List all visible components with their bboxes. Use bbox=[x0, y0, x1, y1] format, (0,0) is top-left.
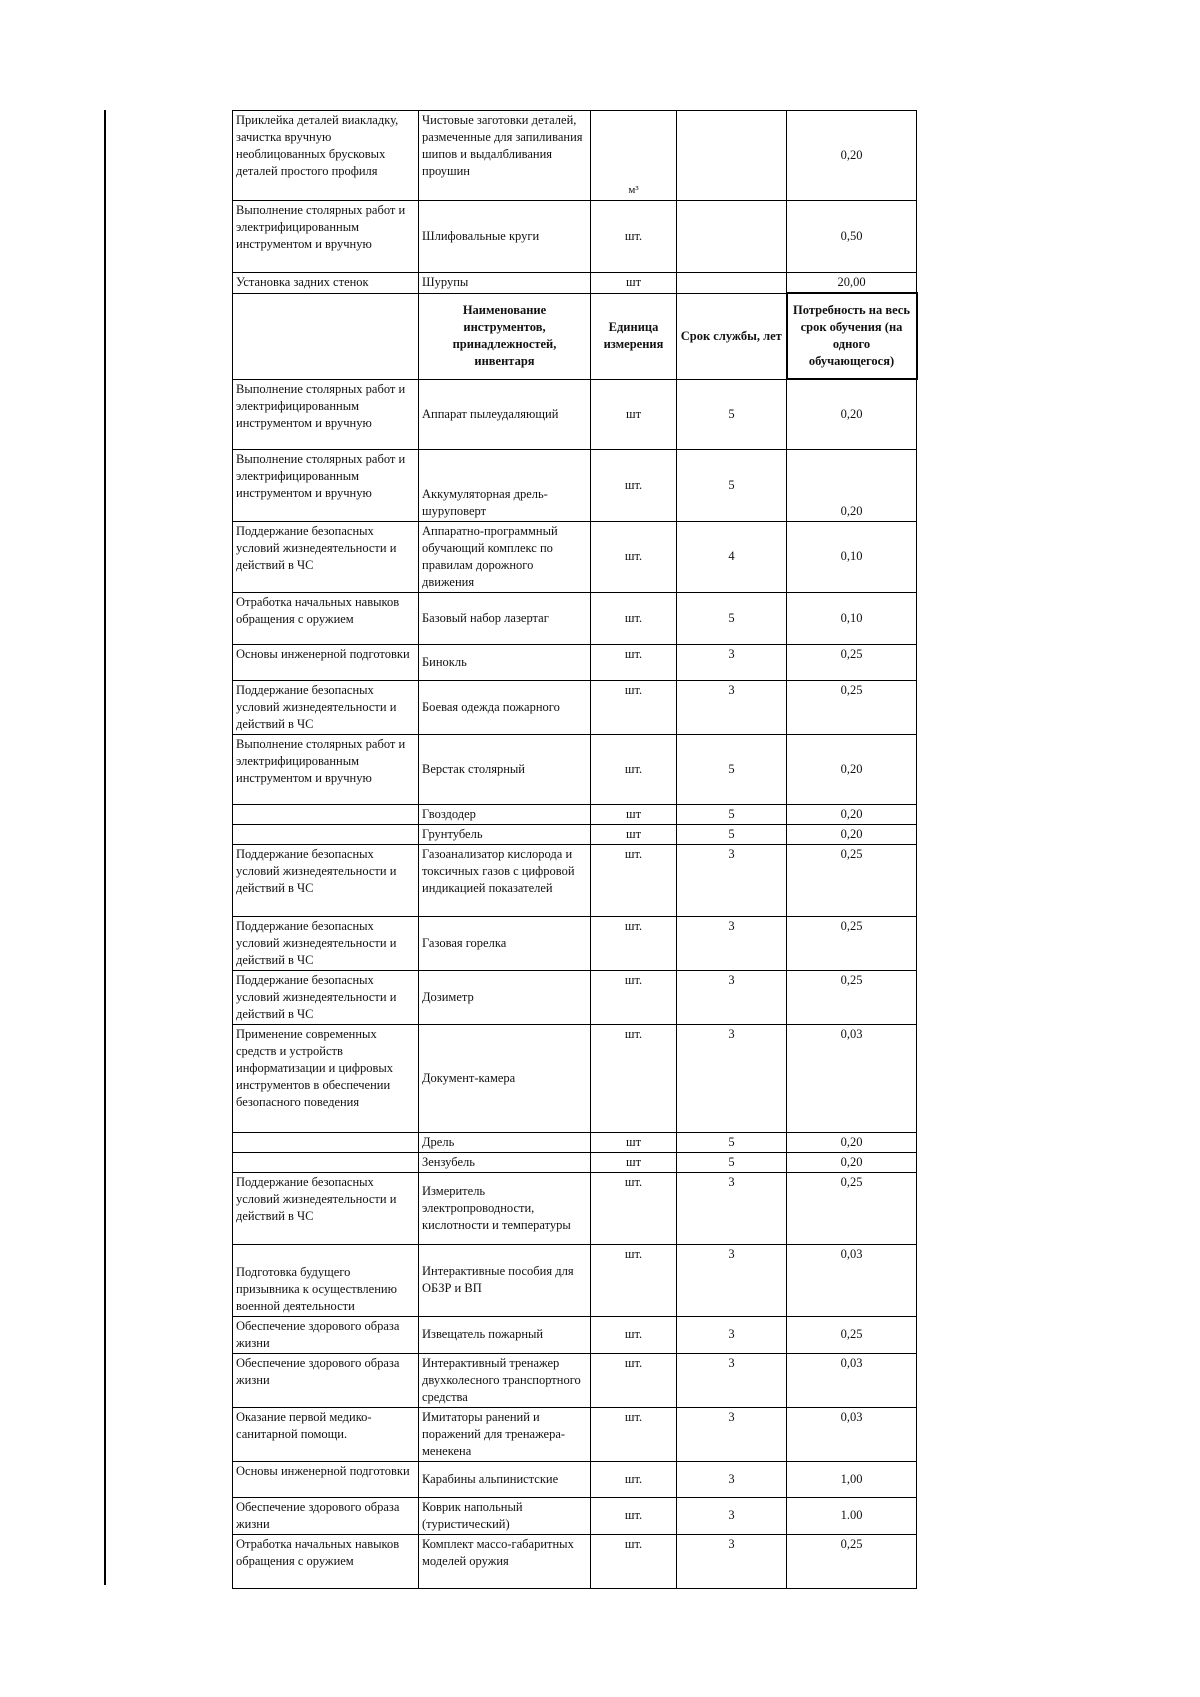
cell-name: Извещатель пожарный bbox=[419, 1316, 591, 1353]
cell-life bbox=[677, 111, 787, 201]
cell-qty: 0,25 bbox=[787, 916, 917, 970]
cell-qty: 0,20 bbox=[787, 824, 917, 844]
cell-life: 3 bbox=[677, 644, 787, 680]
cell-life: 5 bbox=[677, 379, 787, 449]
table-row bbox=[233, 201, 917, 273]
cell-unit: шт bbox=[591, 804, 677, 824]
table-row bbox=[233, 449, 917, 521]
cell-name: Имитаторы ранений и поражений для тренажера-менекена bbox=[419, 1407, 591, 1461]
cell-qty: 0,50 bbox=[787, 201, 917, 273]
cell-activity: Отработка начальных навыков обращения с оружием bbox=[233, 592, 419, 644]
cell-unit: шт. bbox=[591, 1461, 677, 1497]
table-row bbox=[233, 1316, 917, 1353]
cell-life: 5 bbox=[677, 734, 787, 804]
cell-name: Дозиметр bbox=[419, 970, 591, 1024]
cell-life: 3 bbox=[677, 970, 787, 1024]
table-row bbox=[233, 1407, 917, 1461]
cell-unit: шт. bbox=[591, 680, 677, 734]
cell-name: Измеритель электропроводности, кислотности и температуры bbox=[419, 1172, 591, 1244]
cell-qty: 0,20 bbox=[787, 111, 917, 201]
cell-name: Интерактивный тренажер двухколесного транспортного средства bbox=[419, 1353, 591, 1407]
cell-qty: 0,20 bbox=[787, 1152, 917, 1172]
cell-activity: Поддержание безопасных условий жизнедеятельности и действий в ЧС bbox=[233, 970, 419, 1024]
cell-activity: Обеспечение здорового образа жизни bbox=[233, 1316, 419, 1353]
cell-activity bbox=[233, 804, 419, 824]
cell-activity: Выполнение столярных работ и электрифицированным инструментом и вручную bbox=[233, 201, 419, 273]
cell-unit: шт. bbox=[591, 201, 677, 273]
table-row bbox=[233, 273, 917, 294]
cell-unit: шт. bbox=[591, 1534, 677, 1588]
cell-activity: Обеспечение здорового образа жизни bbox=[233, 1497, 419, 1534]
cell-name: Зензубель bbox=[419, 1152, 591, 1172]
cell-name: Бинокль bbox=[419, 644, 591, 680]
cell-life: 3 bbox=[677, 1024, 787, 1132]
cell-unit: шт. bbox=[591, 1316, 677, 1353]
table-row bbox=[233, 970, 917, 1024]
cell-unit: шт. bbox=[591, 1407, 677, 1461]
cell-unit: шт. bbox=[591, 592, 677, 644]
cell-activity: Основы инженерной подготовки bbox=[233, 1461, 419, 1497]
cell-name: Шлифовальные круги bbox=[419, 201, 591, 273]
cell-qty: 1.00 bbox=[787, 1497, 917, 1534]
cell-name: Карабины альпинистские bbox=[419, 1461, 591, 1497]
cell-life: 3 bbox=[677, 1497, 787, 1534]
header-qty: Потребность на весь срок обучения (на одного обучающегося) bbox=[787, 293, 917, 379]
cell-life: 3 bbox=[677, 1407, 787, 1461]
cell-name: Интерактивные пособия для ОБЗР и ВП bbox=[419, 1244, 591, 1316]
table-row bbox=[233, 1534, 917, 1588]
cell-activity bbox=[233, 1152, 419, 1172]
cell-name: Аппаратно-программный обучающий комплекс по правилам дорожного движения bbox=[419, 521, 591, 592]
table-row bbox=[233, 844, 917, 916]
cell-unit: шт. bbox=[591, 521, 677, 592]
cell-activity: Поддержание безопасных условий жизнедеятельности и действий в ЧС bbox=[233, 1172, 419, 1244]
cell-qty: 0,25 bbox=[787, 1534, 917, 1588]
cell-unit: шт. bbox=[591, 1353, 677, 1407]
cell-life: 5 bbox=[677, 592, 787, 644]
cell-qty: 0,20 bbox=[787, 449, 917, 521]
cell-qty: 0,10 bbox=[787, 592, 917, 644]
cell-life: 5 bbox=[677, 1152, 787, 1172]
cell-name: Боевая одежда пожарного bbox=[419, 680, 591, 734]
cell-activity: Применение современных средств и устройств информатизации и цифровых инструментов в обеспечении безопасного поведения bbox=[233, 1024, 419, 1132]
cell-life: 3 bbox=[677, 1172, 787, 1244]
table-row bbox=[233, 1353, 917, 1407]
table-row bbox=[233, 1152, 917, 1172]
cell-activity bbox=[233, 1132, 419, 1152]
cell-qty: 0,25 bbox=[787, 680, 917, 734]
cell-activity: Установка задних стенок bbox=[233, 273, 419, 294]
cell-qty: 0,03 bbox=[787, 1353, 917, 1407]
cell-name: Дрель bbox=[419, 1132, 591, 1152]
cell-qty: 1,00 bbox=[787, 1461, 917, 1497]
cell-qty: 0,25 bbox=[787, 844, 917, 916]
table-row bbox=[233, 680, 917, 734]
cell-qty: 0,25 bbox=[787, 1172, 917, 1244]
cell-life: 3 bbox=[677, 1244, 787, 1316]
cell-activity: Поддержание безопасных условий жизнедеятельности и действий в ЧС bbox=[233, 521, 419, 592]
cell-life: 3 bbox=[677, 1316, 787, 1353]
cell-name: Шурупы bbox=[419, 273, 591, 294]
page-margin-line bbox=[104, 110, 106, 1585]
cell-unit: шт bbox=[591, 1152, 677, 1172]
cell-life: 3 bbox=[677, 1353, 787, 1407]
cell-qty: 0,20 bbox=[787, 804, 917, 824]
cell-activity: Обеспечение здорового образа жизни bbox=[233, 1353, 419, 1407]
cell-name: Базовый набор лазертаг bbox=[419, 592, 591, 644]
table-row bbox=[233, 592, 917, 644]
cell-name: Газовая горелка bbox=[419, 916, 591, 970]
table-row bbox=[233, 1024, 917, 1132]
table-row bbox=[233, 824, 917, 844]
cell-unit: м³ bbox=[591, 111, 677, 201]
cell-life: 5 bbox=[677, 1132, 787, 1152]
cell-activity: Оказание первой медико-санитарной помощи. bbox=[233, 1407, 419, 1461]
cell-qty: 0,10 bbox=[787, 521, 917, 592]
table-row bbox=[233, 1497, 917, 1534]
cell-life: 3 bbox=[677, 1461, 787, 1497]
cell-life: 4 bbox=[677, 521, 787, 592]
cell-life: 5 bbox=[677, 449, 787, 521]
table-row bbox=[233, 734, 917, 804]
cell-name: Аппарат пылеудаляющий bbox=[419, 379, 591, 449]
cell-qty: 0,25 bbox=[787, 644, 917, 680]
cell-qty: 0,03 bbox=[787, 1024, 917, 1132]
cell-qty: 0,03 bbox=[787, 1244, 917, 1316]
cell-qty: 20,00 bbox=[787, 273, 917, 294]
cell-life: 3 bbox=[677, 916, 787, 970]
table-row bbox=[233, 1461, 917, 1497]
cell-activity: Поддержание безопасных условий жизнедеятельности и действий в ЧС bbox=[233, 680, 419, 734]
header-life: Срок службы, лет bbox=[677, 293, 787, 379]
table-row bbox=[233, 804, 917, 824]
cell-unit: шт. bbox=[591, 1244, 677, 1316]
cell-activity bbox=[233, 824, 419, 844]
table-row bbox=[233, 1132, 917, 1152]
cell-qty: 0,25 bbox=[787, 970, 917, 1024]
cell-life: 5 bbox=[677, 804, 787, 824]
cell-activity: Поддержание безопасных условий жизнедеятельности и действий в ЧС bbox=[233, 916, 419, 970]
cell-unit: шт. bbox=[591, 1024, 677, 1132]
cell-unit: шт. bbox=[591, 644, 677, 680]
cell-unit: шт. bbox=[591, 1172, 677, 1244]
table-header-row bbox=[233, 293, 917, 379]
cell-qty: 0,20 bbox=[787, 379, 917, 449]
cell-activity: Отработка начальных навыков обращения с оружием bbox=[233, 1534, 419, 1588]
header-unit: Единица измерения bbox=[591, 293, 677, 379]
cell-name: Газоанализатор кислорода и токсичных газов с цифровой индикацией показателей bbox=[419, 844, 591, 916]
cell-qty: 0,03 bbox=[787, 1407, 917, 1461]
cell-activity: Основы инженерной подготовки bbox=[233, 644, 419, 680]
cell-unit: шт. bbox=[591, 449, 677, 521]
table-row bbox=[233, 644, 917, 680]
cell-name: Документ-камера bbox=[419, 1024, 591, 1132]
table-row bbox=[233, 1172, 917, 1244]
cell-activity: Подготовка будущего призывника к осуществлению военной деятельности bbox=[233, 1244, 419, 1316]
header-name: Наименование инструментов, принадлежностей, инвентаря bbox=[419, 293, 591, 379]
cell-name: Коврик напольный (туристический) bbox=[419, 1497, 591, 1534]
cell-unit: шт bbox=[591, 824, 677, 844]
cell-unit: шт. bbox=[591, 844, 677, 916]
table-row bbox=[233, 916, 917, 970]
cell-activity: Выполнение столярных работ и электрифицированным инструментом и вручную bbox=[233, 734, 419, 804]
cell-activity: Выполнение столярных работ и электрифицированным инструментом и вручную bbox=[233, 449, 419, 521]
cell-name: Верстак столярный bbox=[419, 734, 591, 804]
table-row bbox=[233, 111, 917, 201]
cell-unit: шт. bbox=[591, 1497, 677, 1534]
cell-name: Комплект массо-габаритных моделей оружия bbox=[419, 1534, 591, 1588]
cell-unit: шт bbox=[591, 273, 677, 294]
cell-name: Грунтубель bbox=[419, 824, 591, 844]
cell-life: 5 bbox=[677, 824, 787, 844]
table-row bbox=[233, 379, 917, 449]
cell-activity: Поддержание безопасных условий жизнедеятельности и действий в ЧС bbox=[233, 844, 419, 916]
cell-life bbox=[677, 273, 787, 294]
cell-activity: Выполнение столярных работ и электрифицированным инструментом и вручную bbox=[233, 379, 419, 449]
cell-activity: Приклейка деталей виакладку, зачистка вручную необлицованных брусковых деталей простого профиля bbox=[233, 111, 419, 201]
header-activity bbox=[233, 293, 419, 379]
cell-life: 3 bbox=[677, 1534, 787, 1588]
cell-life bbox=[677, 201, 787, 273]
cell-unit: шт bbox=[591, 1132, 677, 1152]
cell-qty: 0,25 bbox=[787, 1316, 917, 1353]
cell-qty: 0,20 bbox=[787, 734, 917, 804]
table-row bbox=[233, 1244, 917, 1316]
equipment-table bbox=[232, 110, 918, 1589]
cell-name: Чистовые заготовки деталей, размеченные для запиливания шипов и выдалбливания проушин bbox=[419, 111, 591, 201]
cell-name: Аккумуляторная дрель-шуруповерт bbox=[419, 449, 591, 521]
table-row bbox=[233, 521, 917, 592]
cell-unit: шт. bbox=[591, 970, 677, 1024]
cell-life: 3 bbox=[677, 844, 787, 916]
cell-qty: 0,20 bbox=[787, 1132, 917, 1152]
cell-name: Гвоздодер bbox=[419, 804, 591, 824]
cell-unit: шт. bbox=[591, 916, 677, 970]
cell-life: 3 bbox=[677, 680, 787, 734]
cell-unit: шт bbox=[591, 379, 677, 449]
cell-unit: шт. bbox=[591, 734, 677, 804]
